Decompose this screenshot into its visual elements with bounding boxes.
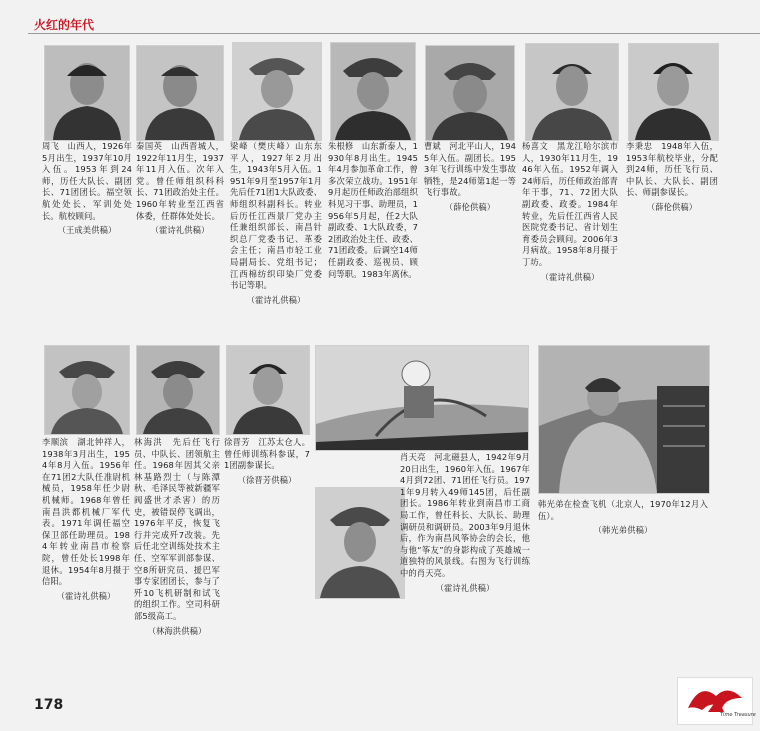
- bio-xiao-tianliang: [400, 452, 530, 594]
- bio-text: 周飞 山西人，1926年5月出生，1937年10月入伍。1953年到24师，历任大队长、副团长、71团团长。福空领航处处长、军训处处长。航校顾问。: [42, 141, 132, 221]
- bio-text: 李顺滨 湖北钟祥人，1938年3月出生，1954年8月入伍。1956年在71团2大队任准尉机械员，1958年任少尉机械师。1968年曾任南昌洪都机械厂军代表。1971年调任福空保卫部任助理员。1984年转业南昌市检察院，曾任处长1998年退休。1954年8月摄于信阳。: [42, 437, 130, 587]
- bio-text: 杨喜文 黑龙江哈尔滨市人，1930年11月生，1946年入伍。1952年调入24师后，历任师政治部青年干事，71、72团大队副政委、政委。1984年转业，先后任江西省人民医院党委书记、省计划生育委员会顾问。2006年3月病故。1958年8月摄于丁坊。: [522, 141, 618, 267]
- bio-yang-xiwen: [522, 141, 618, 283]
- photo-han-guangdi-inspecting-aircraft: [538, 345, 710, 494]
- portrait-photo-qin-guoying: [136, 45, 224, 141]
- portrait-photo-zhou-fei: [44, 45, 130, 141]
- bio-text: 梁峰（樊庆峰）山东东平人，1927年2月出生，1943年5月入伍。1951年9月至1957年1月先后任71团1大队政委、师组织科副科长。转业后历任江西景厂党办主任兼组织部长、南昌针织总厂党委书记、革委会主任；南昌市轻工业局副局长、党组书记；江西棉纺织印染厂党委书记等职。: [230, 141, 322, 291]
- cockpit-photo-xiao-tianliang: [315, 345, 529, 451]
- bio-text: 林海洪 先后任飞行员、中队长、团领航主任。1968年因其父亲林基路烈士（与陈潭秋、毛泽民等被新疆军阀盛世才杀害）的历史，被错误停飞调出，1976年平反，恢复飞行并完成歼7改装。先后任北空训练处技术主任、空军军训部参谋、空8所研究员、援巴军事专家团团长，参与了歼10飞机研制和试飞的组织工作。空司科研部5级高工。: [134, 437, 220, 621]
- bio-liang-feng: [230, 141, 322, 306]
- bio-credit: （林海洪供稿）: [147, 625, 207, 636]
- bio-credit: （薛伦供稿）: [646, 201, 698, 212]
- bio-zhu-genxiu: [328, 141, 418, 280]
- bio-text: 秦国英 山西晋城人，1922年11月生，1937年11月入伍。次年入党。曾任师组织科科长、71团政治处主任。1960年转业至江西省体委，任群体处处长。: [136, 141, 224, 221]
- bio-lin-haihong: [134, 437, 220, 637]
- page-number: 178: [34, 697, 64, 713]
- bio-han-guangdi: [538, 499, 708, 537]
- bio-text: 李秉忠 1948年入伍，1953年航校毕业，分配到24师，历任飞行员、中队长、大队长、副团长、师副参谋长。: [626, 141, 718, 198]
- portrait-photo-lin-haihong: [136, 345, 220, 435]
- bio-credit: （霍诗礼供稿）: [150, 225, 210, 236]
- bio-zhou-fei: [42, 141, 132, 237]
- bio-xu-jinfang: [224, 437, 310, 486]
- portrait-photo-xu-jinfang: [226, 345, 310, 435]
- bio-credit: （薛伦供稿）: [444, 201, 496, 212]
- bio-cao-bin: [424, 141, 516, 214]
- portrait-photo-yang-xiwen: [525, 43, 619, 141]
- bio-credit: （霍诗礼供稿）: [540, 271, 600, 282]
- section-title: 火红的年代: [34, 18, 95, 32]
- bio-credit: （徐晋芳供稿）: [237, 474, 297, 485]
- bio-text: 朱根修 山东新泰人，1930年8月出生。1945年4月参加革命工作，曾多次荣立战功。1951年9月起历任师政治部组织科见习干事、助理员，1956年5月起，任2大队副政委、1大队政委，72团政治处主任、政委、71团政委。后调空14师任副政委、巡视员、顾问等职。1983年离休。: [328, 141, 418, 279]
- portrait-photo-li-shunbin: [44, 345, 130, 435]
- bio-credit: （霍诗礼供稿）: [56, 590, 116, 601]
- bio-text: 韩光弟在检查飞机（北京人，1970年12月入伍）。: [538, 499, 708, 521]
- bio-credit: （王成美供稿）: [57, 225, 117, 236]
- bio-credit: （霍诗礼供稿）: [435, 582, 495, 593]
- logo-caption: Time Treasure: [720, 712, 756, 718]
- bio-li-bingzhong: [626, 141, 718, 214]
- portrait-photo-xiao-tianliang: [315, 487, 405, 599]
- bio-qin-guoying: [136, 141, 224, 237]
- bio-credit: （霍诗礼供稿）: [246, 294, 306, 305]
- header-divider: [28, 33, 760, 34]
- portrait-photo-li-bingzhong: [628, 43, 719, 141]
- bio-text: 曹斌 河北平山人，1945年入伍。副团长。1953年飞行训练中发生事故牺牲，是24师第1起一等飞行事故。: [424, 141, 516, 198]
- portrait-photo-cao-bin: [425, 45, 515, 141]
- portrait-photo-zhu-genxiu: [330, 42, 416, 141]
- bio-credit: （韩光弟供稿）: [593, 525, 653, 536]
- bio-li-shunbin: [42, 437, 130, 602]
- portrait-photo-liang-feng: [232, 42, 322, 141]
- bio-text: 徐晋芳 江苏太仓人。曾任师训练科参谋，71团副参谋长。: [224, 437, 310, 471]
- bio-text: 肖天亮 河北磁县人，1942年9月20日出生，1960年入伍。1967年4月到72团、71团任飞行员。1971年9月转入49师145团，后任副团长。1986年转业到南昌市工商局工作，曾任科长、大队长、助理调研员和调研员。2003年9月退休后，作为南昌风筝协会的会长，他与他“筝友”的身影构成了英雄城一道独特的风景线。右图为飞行训练中的肖天亮。: [400, 452, 530, 578]
